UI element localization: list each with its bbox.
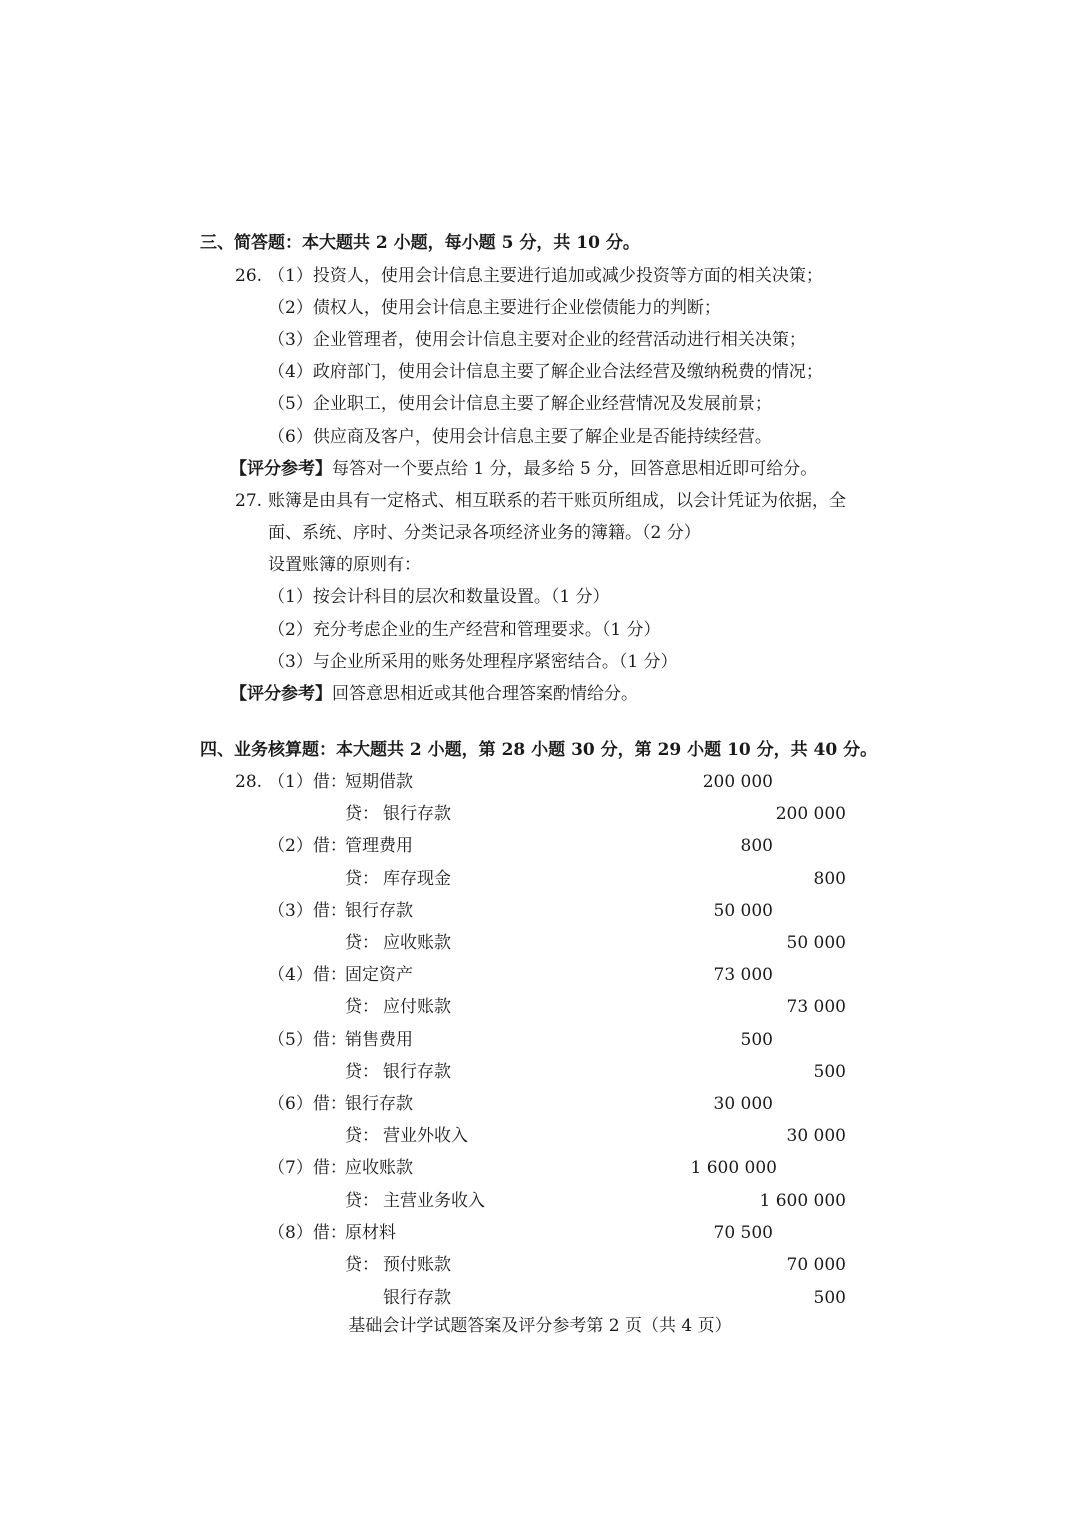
entry-1-debit-amount: 200 000 — [702, 772, 773, 792]
grading-text: 回答意思相近或其他合理答案酌情给分。 — [332, 684, 638, 704]
entry-2-credit-account: 库存现金 — [383, 869, 451, 889]
entry-4-credit-account: 应付账款 — [383, 997, 451, 1017]
entry-8-credit-account-2: 银行存款 — [383, 1288, 451, 1308]
entry-4-debit-account: 固定资产 — [345, 965, 413, 985]
entry-7-credit-amount: 1 600 000 — [759, 1191, 846, 1211]
entry-6-credit-account: 营业外收入 — [383, 1126, 468, 1146]
entry-1-credit-account: 银行存款 — [383, 804, 451, 824]
entry-5-debit-account: 销售费用 — [345, 1030, 413, 1050]
page-footer: 基础会计学试题答案及评分参考第 2 页（共 4 页） — [348, 1316, 732, 1336]
q26-number: 26. — [235, 266, 263, 286]
entry-1-credit-amount: 200 000 — [775, 804, 846, 824]
grading-label: 【评分参考】 — [230, 459, 332, 479]
q28-number: 28. — [235, 772, 263, 792]
entry-8-debit-account: 原材料 — [345, 1223, 396, 1243]
entry-8-credit-amount-2: 500 — [813, 1288, 846, 1308]
q27-principle-3: （3）与企业所采用的账务处理程序紧密结合。（1 分） — [268, 652, 678, 672]
entry-6-debit-amount: 30 000 — [713, 1094, 773, 1114]
q27-principles-intro: 设置账簿的原则有： — [268, 555, 421, 575]
entry-1-label: （1）借： — [268, 772, 347, 792]
entry-4-credit-amount: 73 000 — [786, 997, 846, 1017]
entry-3-label: （3）借： — [268, 901, 347, 921]
entry-7-debit-amount: 1 600 000 — [690, 1158, 777, 1178]
entry-8-label: （8）借： — [268, 1223, 347, 1243]
q26-item-3: （3）企业管理者，使用会计信息主要对企业的经营活动进行相关决策； — [268, 330, 806, 350]
entry-1-debit-account: 短期借款 — [345, 772, 413, 792]
entry-5-credit-amount: 500 — [813, 1062, 846, 1082]
entry-2-debit-amount: 800 — [740, 836, 773, 856]
entry-4-credit-prefix: 贷： — [345, 997, 379, 1017]
q26-item-1: （1）投资人，使用会计信息主要进行追加或减少投资等方面的相关决策； — [268, 266, 823, 286]
entry-4-label: （4）借： — [268, 965, 347, 985]
entry-3-credit-prefix: 贷： — [345, 933, 379, 953]
entry-6-debit-account: 银行存款 — [345, 1094, 413, 1114]
entry-6-label: （6）借： — [268, 1094, 347, 1114]
entry-5-debit-amount: 500 — [740, 1030, 773, 1050]
q26-grading — [230, 459, 817, 479]
q26-item-4: （4）政府部门，使用会计信息主要了解企业合法经营及缴纳税费的情况； — [268, 362, 823, 382]
entry-3-credit-amount: 50 000 — [786, 933, 846, 953]
entry-7-debit-account: 应收账款 — [345, 1158, 413, 1178]
entry-3-credit-account: 应收账款 — [383, 933, 451, 953]
q27-number: 27. — [235, 491, 263, 511]
entry-2-credit-prefix: 贷： — [345, 869, 379, 889]
entry-7-label: （7）借： — [268, 1158, 347, 1178]
entry-8-credit-amount-1: 70 000 — [786, 1255, 846, 1275]
q26-item-2: （2）债权人，使用会计信息主要进行企业偿债能力的判断； — [268, 298, 721, 318]
entry-5-credit-account: 银行存款 — [383, 1062, 451, 1082]
entry-6-credit-prefix: 贷： — [345, 1126, 379, 1146]
entry-8-credit-prefix: 贷： — [345, 1255, 379, 1275]
q26-item-5: （5）企业职工，使用会计信息主要了解企业经营情况及发展前景； — [268, 394, 772, 414]
q27-text-line-1: 账簿是由具有一定格式、相互联系的若干账页所组成，以会计凭证为依据，全 — [268, 491, 846, 511]
q26-item-6: （6）供应商及客户，使用会计信息主要了解企业是否能持续经营。 — [268, 427, 772, 447]
entry-4-debit-amount: 73 000 — [713, 965, 773, 985]
grading-text: 每答对一个要点给 1 分，最多给 5 分，回答意思相近即可给分。 — [332, 459, 818, 479]
grading-label: 【评分参考】 — [230, 684, 332, 704]
entry-8-debit-amount: 70 500 — [713, 1223, 773, 1243]
q27-text-line-2: 面、系统、序时、分类记录各项经济业务的簿籍。（2 分） — [268, 523, 701, 543]
entry-7-credit-prefix: 贷： — [345, 1191, 379, 1211]
section-3-heading: 三、简答题：本大题共 2 小题，每小题 5 分，共 10 分。 — [200, 233, 640, 253]
entry-6-credit-amount: 30 000 — [786, 1126, 846, 1146]
entry-5-label: （5）借： — [268, 1030, 347, 1050]
entry-3-debit-account: 银行存款 — [345, 901, 413, 921]
q27-principle-2: （2）充分考虑企业的生产经营和管理要求。（1 分） — [268, 620, 661, 640]
entry-8-credit-account-1: 预付账款 — [383, 1255, 451, 1275]
entry-2-debit-account: 管理费用 — [345, 836, 413, 856]
q27-principle-1: （1）按会计科目的层次和数量设置。（1 分） — [268, 587, 610, 607]
section-4-heading: 四、业务核算题：本大题共 2 小题，第 28 小题 30 分，第 29 小题 10 分，共 40 分。 — [200, 740, 878, 760]
entry-2-label: （2）借： — [268, 836, 347, 856]
entry-7-credit-account: 主营业务收入 — [383, 1191, 485, 1211]
entry-3-debit-amount: 50 000 — [713, 901, 773, 921]
entry-2-credit-amount: 800 — [813, 869, 846, 889]
entry-5-credit-prefix: 贷： — [345, 1062, 379, 1082]
q27-grading — [230, 684, 638, 704]
entry-1-credit-prefix: 贷： — [345, 804, 379, 824]
